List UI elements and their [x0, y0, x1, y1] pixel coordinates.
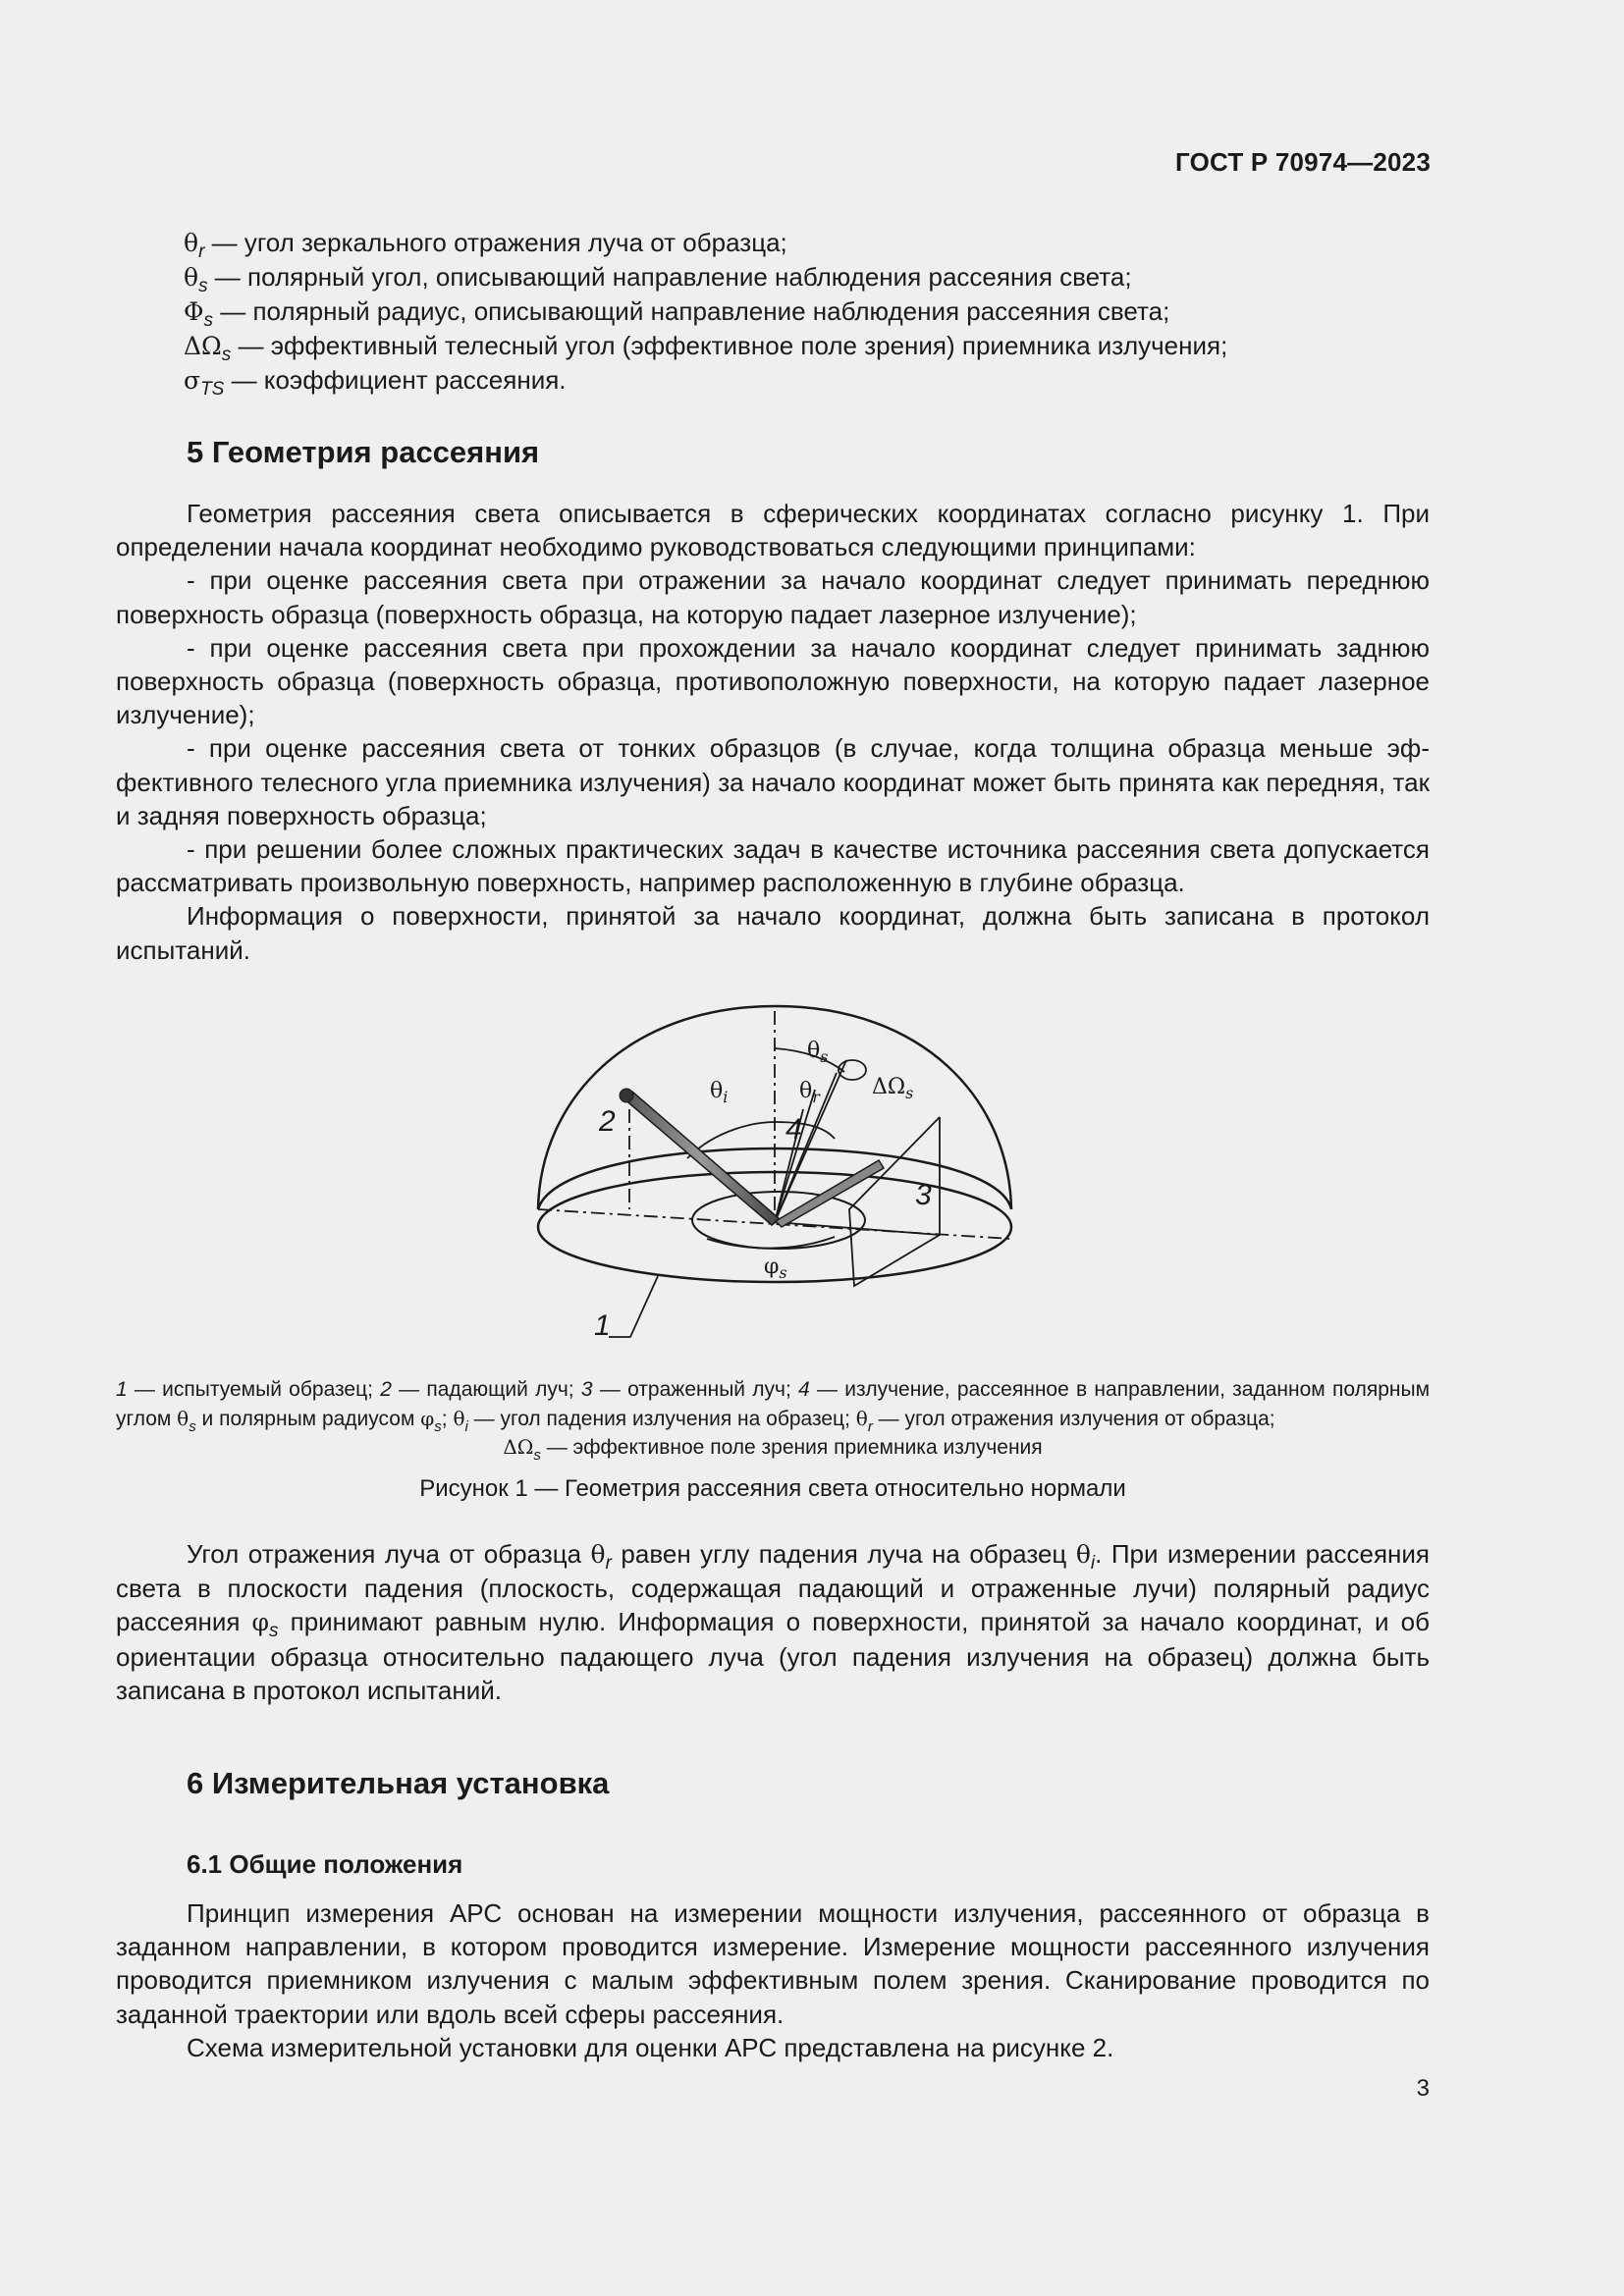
figure-1 — [520, 996, 1031, 1350]
section-6-1-title: 6.1 Общие положения — [187, 1849, 463, 1879]
paragraph: Угол отражения луча от образца $\theta_r$ равен углу падения луча на образец $\theta_i$. При измерении рассеяния света в плоскости падения (плоскость, содержащая падающий и отраженные лучи) полярный радиус рассеяния $\varphi_s$ принимают равным нулю. Информация о поверхности, принятой за начало координат, и об ориентации образца относительно падающего луча (угол падения излучения на образец) должна быть записана в протокол испытаний. — [116, 1539, 1431, 1705]
label-1: 1 — [594, 1309, 611, 1342]
symbol-item: $\theta_s$ — полярный угол, описывающий направление наблюдения рассеяния света; — [184, 262, 1132, 296]
paragraph-after-figure — [116, 1537, 1430, 1707]
list-item: - при оценке рассеяния света при прохождении за начало координат следует принимать заднюю поверхность образца (поверхность образца, противоположную поверхности, на которую падает лазерное излучение); — [116, 632, 1430, 730]
leader-line — [609, 1276, 658, 1337]
incident-beam — [620, 1089, 780, 1225]
paragraph: Схема измерительной установки для оценки АРС представлена на рисунке 2. — [187, 2032, 1114, 2062]
theta-r-arc — [775, 1122, 835, 1139]
label-theta-s: $\theta_s$ — [807, 1039, 829, 1066]
list-item: - при решении более сложных практических задач в качестве источника рассеяния света допускается рассматривать произвольную поверхность, например расположенную в глубине образца. — [116, 834, 1430, 898]
paragraph: Геометрия рассеяния света описывается в сферических координатах согласно рисунку 1. При определении начала координат необходимо руководствоваться следующими принципами: — [116, 499, 1430, 562]
symbol-item: $\Phi_s$ — полярный радиус, описывающий направление наблюдения рассеяния света; — [184, 296, 1170, 331]
document-number: ГОСТ Р 70974—2023 — [1175, 147, 1431, 177]
page-number: 3 — [1416, 2075, 1430, 2102]
paragraph: Информация о поверхности, принятой за начало координат, должна быть записана в протокол испытаний. — [116, 901, 1430, 965]
label-theta-i: $\theta_i$ — [710, 1079, 729, 1106]
paragraph: Принцип измерения АРС основан на измерении мощности излучения, рассеянного от образца в заданном направлении, в котором проводится измерение. Измерение мощности рассеянного излучения проводится приемником излучения с малым эффективным полем зрения. Сканирование проводится по заданной траектории или вдоль всей сферы рассеяния. — [116, 1898, 1430, 2029]
label-2: 2 — [599, 1105, 616, 1138]
list-item: - при оценке рассеяния света от тонких образцов (в случае, когда толщина образца меньше эффективного телесного угла приемника излучения) за начало координат может быть принята как передняя, так и задняя поверхность образца; — [116, 733, 1430, 830]
section-5-title: 5 Геометрия рассеяния — [187, 435, 540, 469]
label-delta-omega-s: $\Delta\Omega_s$ — [872, 1075, 914, 1102]
list-item: - при оценке рассеяния света при отражении за начало координат следует принимать переднюю поверхность образца (поверхность образца, на которую падает лазерное излучение); — [116, 565, 1430, 629]
section-5-body — [116, 497, 1430, 967]
figure-1-caption: Рисунок 1 — Геометрия рассеяния света относительно нормали — [419, 1475, 1126, 1502]
symbol-list — [184, 226, 1440, 398]
scattering-geometry-diagram — [520, 996, 1031, 1350]
label-phi-s: $\varphi_s$ — [764, 1255, 787, 1282]
section-6-body — [116, 1896, 1430, 2064]
symbol-item: $\theta_r$ — угол зеркального отражения луча от образца; — [184, 228, 787, 262]
reflected-beam — [776, 1160, 884, 1227]
label-4: 4 — [785, 1113, 802, 1146]
label-theta-r: $\theta_r$ — [799, 1079, 820, 1106]
symbol-item: $\sigma_{TS}$ — коэффициент рассеяния. — [184, 365, 567, 400]
symbol-item: $\Delta\Omega_s$ — эффективный телесный угол (эффективное поле зрения) приемника излучения; — [184, 331, 1228, 365]
figure-1-legend: 1 — испытуемый образец; 2 — падающий луч; 3 — отраженный луч; 4 — излучение, рассеянное в направлении, заданном полярным углом $\theta_s$ и полярным радиусом $\varphi_s$; $\theta_i$ — угол падения излучения на образец; $\theta_r$ — угол отражения излучения от образца; $\Delta\Omega_s$ — эффективное поле зрения приемника излучения — [116, 1378, 1431, 1464]
section-6-title: 6 Измерительная установка — [187, 1766, 610, 1800]
label-3: 3 — [915, 1179, 932, 1211]
